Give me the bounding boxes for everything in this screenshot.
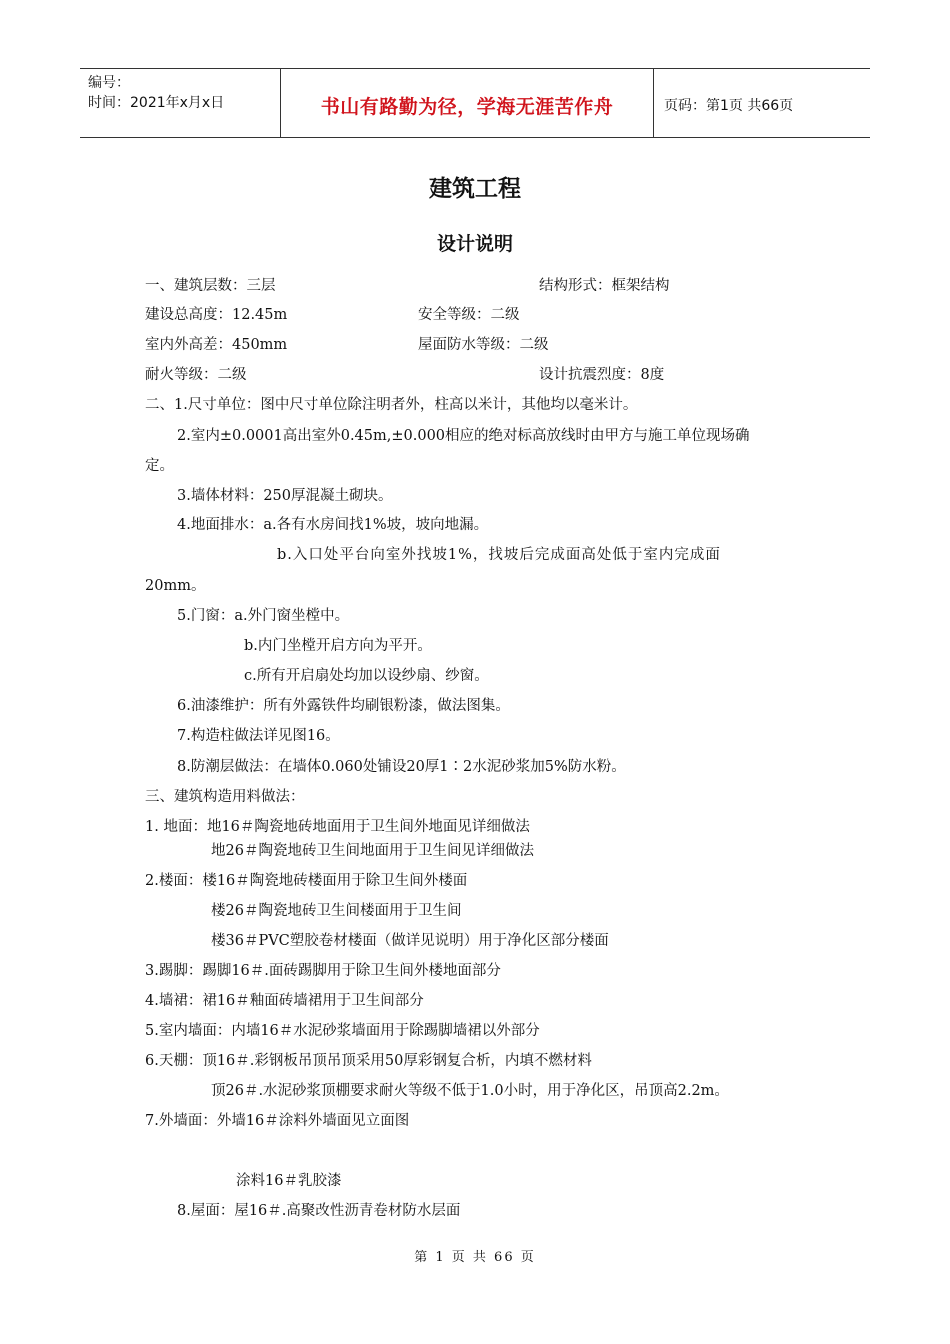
section2-line: b.入口处平台向室外找坡1%，找坡后完成面高处低于室内完成面: [277, 547, 721, 563]
section2-line: 7.构造柱做法详见图16。: [177, 728, 340, 744]
section3-line: 6.天棚：顶16＃.彩钢板吊顶吊顶采用50厚彩钢复合析，内填不燃材料: [145, 1053, 592, 1069]
date-label: 时间：2021年x月x日: [88, 95, 225, 111]
fire-text: 耐火等级：二级: [145, 367, 247, 383]
section3-line: 涂料16＃乳胶漆: [236, 1173, 342, 1189]
number-label: 编号：: [88, 75, 130, 91]
section2-line: 2.室内±0.0001高出室外0.45m,±0.000相应的绝对标高放线时由甲方与施工单位现场确: [177, 428, 750, 444]
section3-line: 顶26＃.水泥砂浆顶棚要求耐火等级不低于1.0小时，用于净化区，吊顶高2.2m。: [211, 1083, 729, 1099]
document-subtitle: 设计说明: [436, 233, 513, 255]
floors-text: 一、建筑层数：三层: [145, 278, 276, 294]
seismic-text: 设计抗震烈度：8度: [539, 367, 665, 383]
page-footer: 第 1 页 共 66 页: [414, 1250, 536, 1265]
structure-text: 结构形式：框架结构: [539, 278, 670, 294]
header-meta: [80, 69, 281, 137]
page-header: [80, 68, 870, 138]
section3-line: 2.楼面：楼16＃陶瓷地砖楼面用于除卫生间外楼面: [145, 873, 468, 889]
safety-text: 安全等级：二级: [418, 307, 520, 323]
height-text: 建设总高度：12.45m: [145, 307, 288, 323]
section2-line: 定。: [145, 458, 174, 474]
section3-line: 楼36＃PVC塑胶卷材楼面（做详见说明）用于净化区部分楼面: [211, 933, 609, 949]
motto: 书山有路勤为径，学海无涯苦作舟: [281, 69, 654, 137]
section3-line: 3.踢脚：踢脚16＃.面砖踢脚用于除卫生间外楼地面部分: [145, 963, 501, 979]
section2-line: c.所有开启扇处均加以设纱扇、纱窗。: [244, 668, 489, 684]
roof-waterproof-text: 屋面防水等级：二级: [418, 337, 549, 353]
section3-line: 楼26＃陶瓷地砖卫生间楼面用于卫生间: [211, 903, 462, 919]
section3-line: 1. 地面：地16＃陶瓷地砖地面用于卫生间外地面见详细做法: [145, 819, 530, 835]
section2-line: 6.油漆维护：所有外露铁件均刷银粉漆，做法图集。: [177, 698, 510, 714]
document-title: 建筑工程: [429, 176, 521, 202]
section2-line: 8.防潮层做法：在墙体0.060处铺设20厚1∶2水泥砂浆加5%防水粉。: [177, 759, 626, 775]
section3-line: 5.室内墙面：内墙16＃水泥砂浆墙面用于除踢脚墙裙以外部分: [145, 1023, 540, 1039]
level-diff-text: 室内外高差：450mm: [145, 337, 288, 353]
section3-line: 7.外墙面：外墙16＃涂料外墙面见立面图: [145, 1113, 410, 1129]
section2-line: 4.地面排水：a.各有水房间找1%坡，坡向地漏。: [177, 517, 489, 533]
section2-line: 20mm。: [145, 578, 206, 594]
section2-line: 5.门窗：a.外门窗坐樘中。: [177, 608, 350, 624]
section3-line: 8.屋面：屋16＃.高聚改性沥青卷材防水层面: [177, 1203, 461, 1219]
section2-line: 3.墙体材料：250厚混凝土砌块。: [177, 488, 393, 504]
page-info: 页码：第1页 共66页: [664, 98, 794, 114]
section3-line: 4.墙裙：裙16＃釉面砖墙裙用于卫生间部分: [145, 993, 424, 1009]
section3-heading: 三、建筑构造用料做法：: [145, 789, 305, 805]
section2-line: 二、1.尺寸单位：图中尺寸单位除注明者外，柱高以米计，其他均以毫米计。: [145, 397, 638, 413]
section2-line: b.内门坐樘开启方向为平开。: [244, 638, 432, 654]
section3-line: 地26＃陶瓷地砖卫生间地面用于卫生间见详细做法: [211, 843, 534, 859]
